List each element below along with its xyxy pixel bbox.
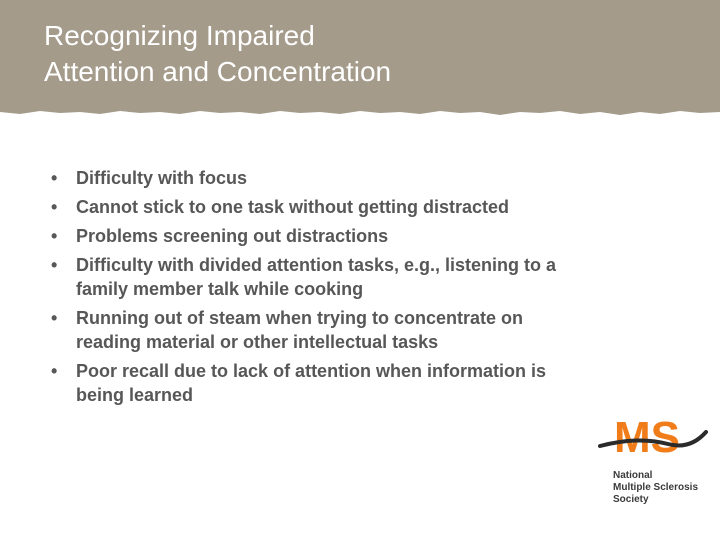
- bullet-text-continued: reading material or other intellectual tasks: [76, 332, 439, 352]
- logo-wordmark: [613, 470, 698, 506]
- slide-title: [44, 18, 391, 90]
- bullet-dot-icon: •: [51, 168, 58, 188]
- ms-society-logo: [598, 414, 710, 510]
- slide-title-line-2: Attention and Concentration: [44, 56, 392, 87]
- ms-logo-mark-icon: [598, 414, 710, 466]
- bullet-text: Difficulty with focus: [76, 168, 247, 188]
- bullet-dot-icon: •: [51, 226, 58, 246]
- bullet-dot-icon: •: [51, 255, 58, 275]
- slide-title-line-1: Recognizing Impaired: [44, 20, 315, 51]
- bullet-dot-icon: •: [51, 197, 58, 217]
- bullet-text: Difficulty with divided attention tasks, e.g., listening to a: [76, 255, 557, 275]
- bullet-item: [51, 224, 640, 248]
- logo-line-3: Society: [613, 494, 649, 505]
- bullet-text: Running out of steam when trying to concentrate on: [76, 308, 524, 328]
- bullet-dot-icon: •: [51, 361, 58, 381]
- bullet-list: [51, 166, 640, 412]
- bullet-item: [51, 195, 640, 219]
- bullet-text: Poor recall due to lack of attention when information is: [76, 361, 547, 381]
- bullet-item: [51, 306, 640, 354]
- bullet-dot-icon: •: [51, 308, 58, 328]
- bullet-item: [51, 166, 640, 190]
- bullet-text-continued: being learned: [76, 385, 194, 405]
- ms-logo-letters: MS: [614, 414, 680, 462]
- logo-line-1: National: [613, 470, 653, 481]
- bullet-item: [51, 253, 640, 301]
- bullet-text: Cannot stick to one task without getting distracted: [76, 197, 510, 217]
- bullet-item: [51, 359, 640, 407]
- bullet-text-continued: family member talk while cooking: [76, 279, 364, 299]
- logo-line-2: Multiple Sclerosis: [613, 482, 699, 493]
- bullet-text: Problems screening out distractions: [76, 226, 389, 246]
- banner-rough-edge: [0, 100, 720, 122]
